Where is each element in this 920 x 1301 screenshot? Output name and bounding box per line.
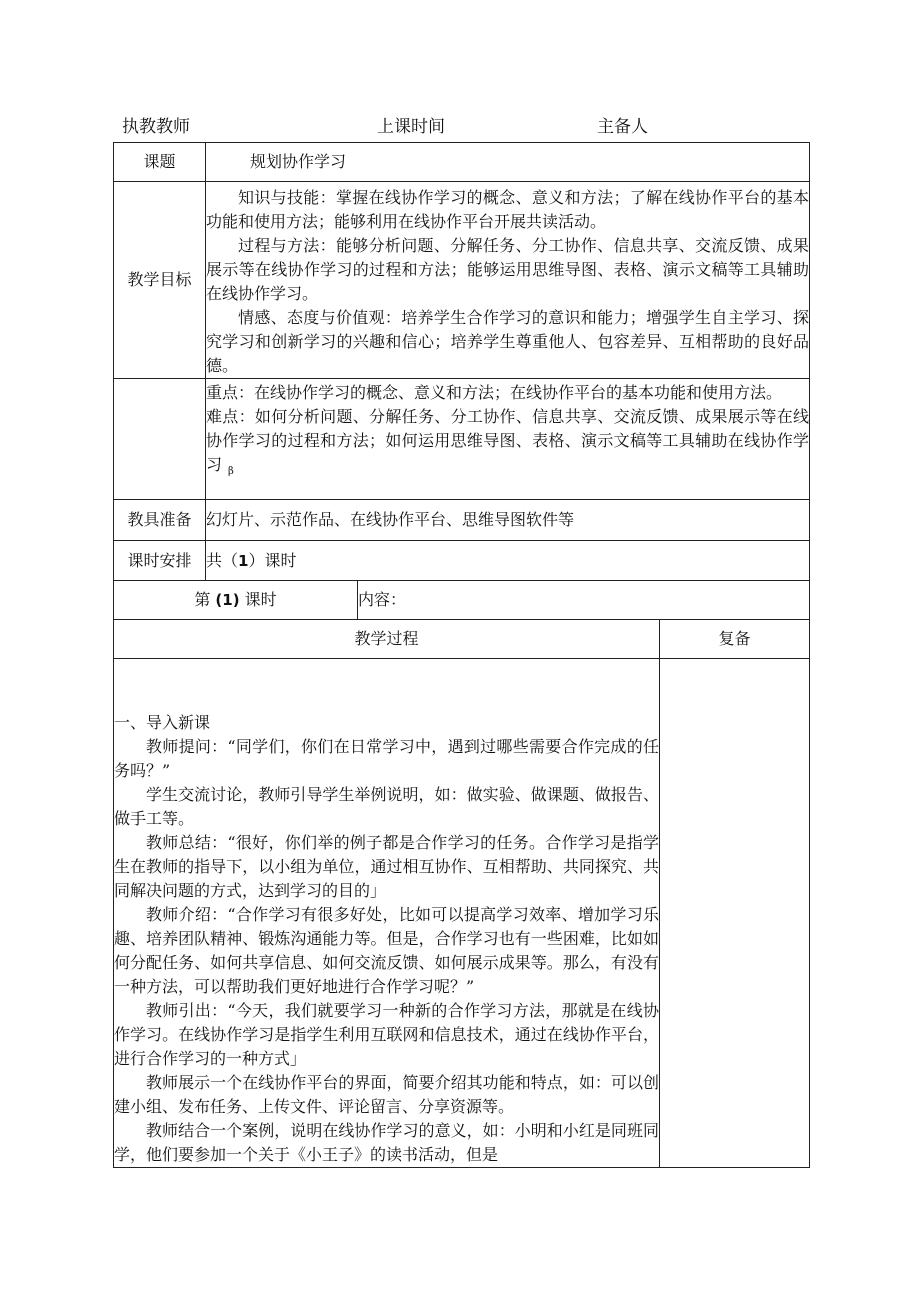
schedule-label: 课时安排 <box>114 541 206 581</box>
teacher-label: 执教教师 <box>122 117 190 137</box>
process-paragraph: 学生交流讨论，教师引导学生举例说明，如：做实验、做课题、做报告、做手工等。 <box>114 785 659 828</box>
lesson-number: (1) <box>215 591 240 609</box>
lesson-plan-table <box>113 142 810 1168</box>
process-header-row <box>114 620 810 659</box>
lesson-row <box>114 581 810 620</box>
review-label: 复备 <box>660 620 810 659</box>
process-paragraph: 教师结合一个案例，说明在线协作学习的意义，如：小明和小红是同班同学，他们要参加一个关于《小王子》的读书活动，但是 <box>114 1121 659 1164</box>
schedule-suffix: ）课时 <box>248 550 297 570</box>
class-time-label: 上课时间 <box>377 117 445 137</box>
process-paragraph: 教师展示一个在线协作平台的界面，简要介绍其功能和特点，如：可以创建小组、发布任务、上传文件、评论留言、分享资源等。 <box>114 1073 659 1116</box>
review-cell <box>660 659 810 1168</box>
key-focus: 重点：在线协作学习的概念、意义和方法；在线协作平台的基本功能和使用方法。 <box>206 383 783 402</box>
lesson-content-cell <box>358 581 810 620</box>
objective-process: 过程与方法：能够分析问题、分解任务、分工协作、信息共享、交流反馈、成果展示等在线协作学习的过程和方法；能够运用思维导图、表格、演示文稿等工具辅助在线协作学习。 <box>206 236 810 303</box>
section-title: 一、导入新课 <box>114 713 211 732</box>
lesson-content-label: 内容： <box>358 590 407 609</box>
process-paragraph: 教师介绍：“合作学习有很多好处，比如可以提高学习效率、增加学习乐趣、培养团队精神、锻炼沟通能力等。但是，合作学习也有一些困难，比如如何分配任务、如何共享信息、如何交流反馈、如何展示成果等。那么，有没有一种方法，可以帮助我们更好地进行合作学习呢？” <box>114 905 659 996</box>
topic-label: 课题 <box>114 143 206 182</box>
key-points-content <box>206 379 810 500</box>
schedule-value <box>206 541 810 581</box>
process-body-row <box>114 659 810 1168</box>
schedule-prefix: 共（ <box>206 550 239 570</box>
process-paragraph: 教师引出：“今天，我们就要学习一种新的合作学习方法，那就是在线协作学习。在线协作学习是指学生利用互联网和信息技术，通过在线协作平台，进行合作学习的一种方式」 <box>114 1001 659 1068</box>
objectives-label: 教学目标 <box>114 182 206 379</box>
lesson-prefix: 第 <box>194 590 211 609</box>
key-points-label <box>114 379 206 500</box>
key-points-row <box>114 379 810 500</box>
process-content <box>114 659 660 1168</box>
objective-attitude: 情感、态度与价值观：培养学生合作学习的意识和能力；增强学生自主学习、探究学习和创新学习的兴趣和信心；培养学生尊重他人、包容差异、互相帮助的良好品德。 <box>206 308 810 375</box>
schedule-row <box>114 541 810 581</box>
objective-knowledge: 知识与技能：掌握在线协作学习的概念、意义和方法；了解在线协作平台的基本功能和使用方法；能够利用在线协作平台开展共读活动。 <box>206 188 810 231</box>
key-difficulty <box>206 405 809 484</box>
materials-label: 教具准备 <box>114 500 206 541</box>
process-paragraph: 教师总结：“很好，你们举的例子都是合作学习的任务。合作学习是指学生在教师的指导下，以小组为单位，通过相互协作、互相帮助、共同探究、共同解决问题的方式，达到学习的目的」 <box>114 833 659 900</box>
process-paragraph: 教师提问：“同学们，你们在日常学习中，遇到过哪些需要合作完成的任务吗？” <box>114 737 659 780</box>
lesson-suffix: 课时 <box>244 590 277 609</box>
key-difficulty-text: 难点：如何分析问题、分解任务、分工协作、信息共享、交流反馈、成果展示等在线协作学习的过程和方法；如何运用思维导图、表格、演示文稿等工具辅助在线协作学习 <box>206 407 810 474</box>
materials-value: 幻灯片、示范作品、在线协作平台、思维导图软件等 <box>206 500 810 541</box>
objectives-content <box>206 182 810 379</box>
topic-row <box>114 143 810 182</box>
stray-mark: β <box>228 466 234 477</box>
lead-preparer-label: 主备人 <box>597 117 648 137</box>
lesson-number-cell <box>114 581 358 620</box>
objectives-row <box>114 182 810 379</box>
topic-value: 规划协作学习 <box>206 143 810 182</box>
schedule-count: 1 <box>238 551 249 570</box>
materials-row <box>114 500 810 541</box>
process-label: 教学过程 <box>114 620 660 659</box>
